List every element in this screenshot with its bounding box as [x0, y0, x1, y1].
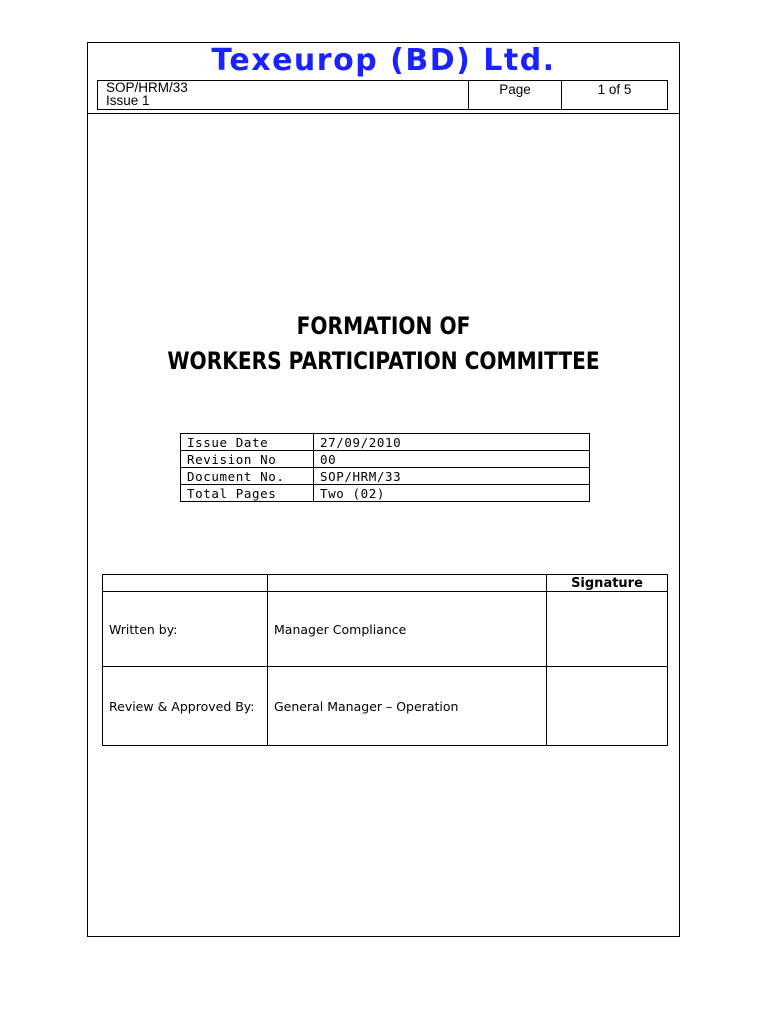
issue-number: Issue 1	[106, 93, 150, 108]
signoff-header-row	[103, 575, 668, 592]
info-row	[181, 434, 590, 451]
empty-header-cell	[268, 575, 547, 592]
signature-cell	[547, 592, 668, 667]
info-value: 27/09/2010	[314, 434, 590, 451]
info-label: Total Pages	[181, 485, 314, 502]
info-value: Two (02)	[314, 485, 590, 502]
header-divider	[88, 113, 679, 114]
info-row	[181, 468, 590, 485]
document-title	[135, 309, 631, 379]
title-line-1: FORMATION OF	[296, 312, 471, 340]
company-name: Texeurop (BD) Ltd.	[211, 43, 556, 78]
signoff-row	[103, 667, 668, 746]
info-value: 00	[314, 451, 590, 468]
document-header-table	[97, 80, 668, 110]
info-label: Document No.	[181, 468, 314, 485]
signoff-name: Manager Compliance	[268, 592, 547, 667]
page-label: Page	[469, 81, 562, 110]
signoff-row	[103, 592, 668, 667]
info-label: Revision No	[181, 451, 314, 468]
info-row	[181, 485, 590, 502]
doc-code-cell	[98, 81, 469, 110]
info-label: Issue Date	[181, 434, 314, 451]
page-number: 1 of 5	[562, 81, 668, 110]
signoff-name: General Manager – Operation	[268, 667, 547, 746]
signoff-role: Written by:	[103, 592, 268, 667]
empty-header-cell	[103, 575, 268, 592]
document-page	[87, 42, 680, 937]
document-info-table	[180, 433, 590, 502]
signoff-table	[102, 574, 668, 746]
info-row	[181, 451, 590, 468]
signature-cell	[547, 667, 668, 746]
doc-code: SOP/HRM/33	[106, 80, 188, 95]
info-value: SOP/HRM/33	[314, 468, 590, 485]
signoff-role: Review & Approved By:	[103, 667, 268, 746]
signature-header: Signature	[547, 575, 668, 592]
title-line-2: WORKERS PARTICIPATION COMMITTEE	[167, 347, 600, 375]
